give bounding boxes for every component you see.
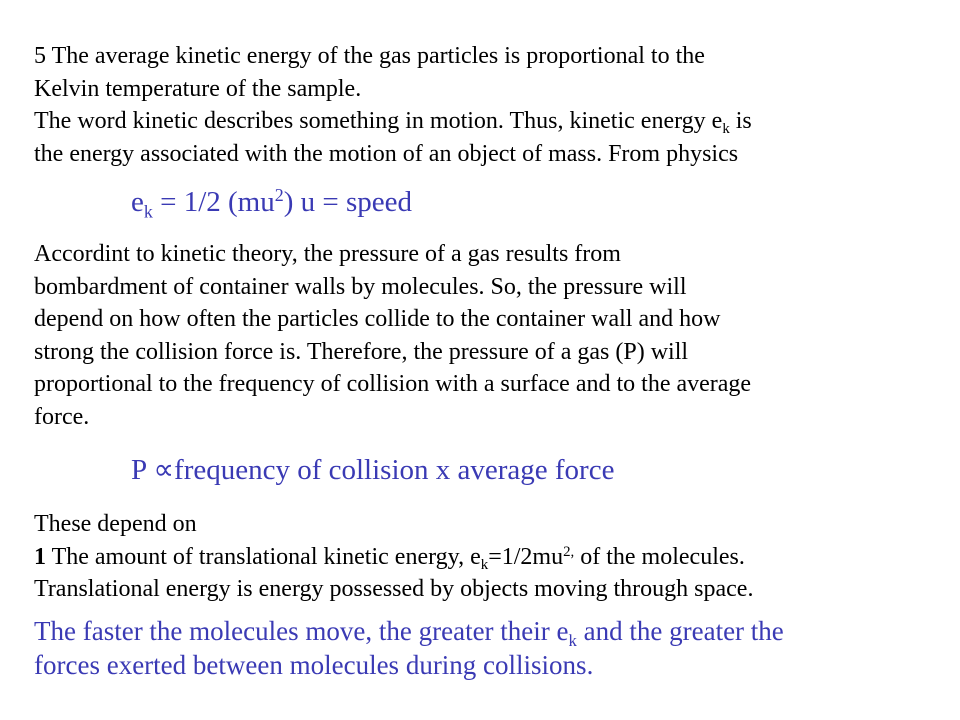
kinetic-energy-equation: $e_k = 1/2$ $(mu^2) u$ = speed (131, 185, 413, 222)
text-line: strong the collision force is. Therefore, the pressure of a gas (P) will (34, 338, 689, 365)
text-line: The word kinetic describes something in motion. Thus, kinetic energy $e_k$ is (34, 108, 752, 138)
proportional-symbol: ∝ (153, 454, 175, 486)
text-line: bombardment of container walls by molecules. So, the pressure will (34, 273, 687, 300)
text-line: Accordint to kinetic theory, the pressure of a gas results from (34, 241, 621, 267)
text-line: force. (34, 403, 90, 430)
pressure-paragraph (34, 238, 934, 433)
text-line: 5 The average kinetic energy of the gas particles is proportional to the (34, 43, 705, 69)
text-line: forces exerted between molecules during collisions. (34, 650, 594, 680)
text-line: the energy associated with the motion of an object of mass. From physics (34, 140, 739, 167)
depend-paragraph (34, 508, 934, 606)
pressure-proportionality-equation: P ∝frequency of collision x average force (131, 454, 615, 486)
text-line: 1 The amount of translational kinetic energy, $e_k=1/2mu^{2,}$ of the molecules. (34, 543, 745, 573)
text-line: These depend on (34, 511, 197, 537)
text-line: Translational energy is energy possessed by objects moving through space. (34, 576, 754, 602)
section-5-paragraph (34, 40, 934, 170)
text-line: depend on how often the particles collide to the container wall and how (34, 306, 721, 332)
text-line: proportional to the frequency of collision with a surface and to the average (34, 371, 752, 397)
highlighted-conclusion (34, 614, 784, 682)
text-line: The faster the molecules move, the greater their $e_k$ and the greater the (34, 616, 784, 650)
text-line: Kelvin temperature of the sample. (34, 75, 362, 102)
